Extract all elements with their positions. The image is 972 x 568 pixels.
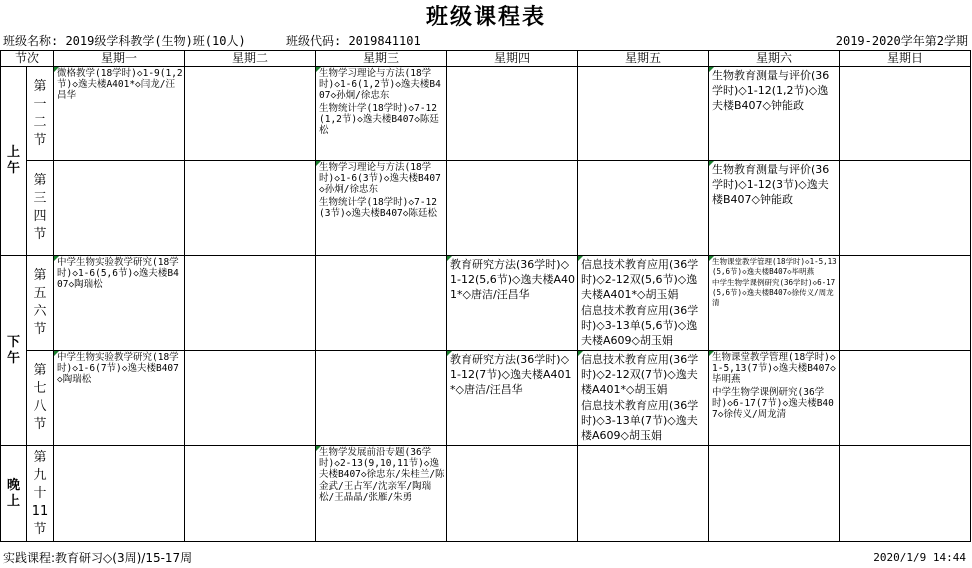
course-text: 中学生物实验教学研究(18学时)◇1-6(7节)◇逸夫楼B407◇陶瑞松	[57, 352, 179, 386]
course-text: 中学生物实验教学研究(18学时)◇1-6(5,6节)◇逸夫楼B407◇陶瑞松	[57, 257, 179, 291]
course-text: 生物课堂教学管理(18学时)◇1-5,13(7节)◇逸夫楼B407◇毕明燕	[712, 352, 836, 386]
course-marker-icon	[316, 161, 321, 166]
schedule-cell[interactable]	[316, 256, 447, 351]
period-char: 节	[33, 521, 47, 537]
course-text: 教育研究方法(36学时)◇1-12(7节)◇逸夫楼A401*◇唐洁/汪昌华	[450, 353, 572, 396]
schedule-cell[interactable]	[840, 67, 971, 161]
course-text: 生物学发展前沿专题(36学时)◇2-13(9,10,11节)◇逸夫楼B407◇徐忠东/朱桂兰/陈金武/王占军/沈亲军/陶瑞松/王晶晶/张雁/朱勇	[319, 447, 445, 503]
period-char: 八	[33, 399, 47, 414]
period-char: 节	[33, 227, 47, 242]
timetable-row	[1, 161, 971, 256]
schedule-cell[interactable]	[578, 161, 709, 256]
timetable-row	[1, 256, 971, 351]
timetable-grid	[0, 50, 971, 542]
course-marker-icon	[709, 351, 714, 356]
timetable-row	[1, 351, 971, 446]
course-text: 信息技术教育应用(36学时)◇3-13单(5,6节)◇逸夫楼A609◇胡玉娟	[581, 304, 699, 347]
course-text: 教育研究方法(36学时)◇1-12(5,6节)◇逸夫楼A401*◇唐洁/汪昌华	[450, 258, 576, 301]
course-entry	[54, 67, 184, 102]
segment-char: 下	[6, 334, 20, 350]
period-char: 11	[31, 503, 49, 519]
day-header: 星期二	[185, 51, 316, 67]
course-entry	[709, 161, 839, 207]
timetable-row	[1, 67, 971, 161]
period-char: 第	[33, 449, 47, 465]
course-marker-icon	[316, 67, 321, 72]
schedule-cell[interactable]	[709, 67, 840, 161]
schedule-cell[interactable]	[316, 67, 447, 161]
schedule-cell[interactable]	[840, 351, 971, 446]
period-char: 六	[33, 304, 47, 319]
course-text: 信息技术教育应用(36学时)◇2-12双(5,6节)◇逸夫楼A401*◇胡玉娟	[581, 258, 699, 301]
course-entry	[447, 351, 577, 397]
course-marker-icon	[54, 256, 59, 261]
schedule-cell[interactable]	[447, 256, 578, 351]
period-char: 五	[33, 286, 47, 301]
schedule-cell[interactable]	[54, 67, 185, 161]
course-text: 生物教育测量与评价(36学时)◇1-12(3节)◇逸夫楼B407◇钟能政	[712, 163, 830, 206]
period-char: 第	[33, 173, 47, 188]
period-char: 三	[33, 191, 47, 206]
course-marker-icon	[447, 256, 452, 261]
term-label: 2019-2020学年第2学期	[835, 34, 968, 48]
header-row	[1, 51, 971, 67]
course-entry	[447, 256, 577, 302]
course-text: 生物教育测量与评价(36学时)◇1-12(1,2节)◇逸夫楼B407◇钟能政	[712, 69, 830, 112]
course-marker-icon	[578, 256, 583, 261]
course-marker-icon	[316, 446, 321, 451]
segment-char: 上	[6, 145, 20, 160]
day-header: 星期一	[54, 51, 185, 67]
course-text: 信息技术教育应用(36学时)◇3-13单(7节)◇逸夫楼A609◇胡玉娟	[581, 399, 699, 442]
schedule-cell[interactable]	[447, 446, 578, 542]
period-char: 第	[33, 78, 47, 94]
day-header: 星期日	[840, 51, 971, 67]
course-entry	[316, 446, 446, 503]
schedule-cell[interactable]	[447, 161, 578, 256]
period-char: 七	[33, 381, 47, 396]
schedule-cell[interactable]	[709, 256, 840, 351]
practice-course-label: 实践课程:教育研习◇(3周)/15-17周	[3, 551, 193, 565]
course-text: 中学生物学课例研究(36学时)◇6-17(5,6节)◇逸夫楼B407◇徐传义/周龙清	[712, 278, 836, 307]
schedule-cell[interactable]	[185, 351, 316, 446]
period-char: 二	[33, 114, 47, 130]
schedule-cell[interactable]	[578, 67, 709, 161]
course-text: 生物统计学(18学时)◇7-12(3节)◇逸夫楼B407◇陈廷松	[319, 196, 437, 219]
schedule-cell[interactable]	[54, 161, 185, 256]
segment-char: 午	[6, 161, 20, 176]
day-header: 星期六	[709, 51, 840, 67]
schedule-cell[interactable]	[578, 256, 709, 351]
course-marker-icon	[447, 351, 452, 356]
period-label	[27, 446, 54, 542]
timetable-row	[1, 446, 971, 542]
schedule-cell[interactable]	[316, 351, 447, 446]
day-segment-label	[1, 256, 27, 446]
period-label	[27, 161, 54, 256]
course-text: 生物统计学(18学时)◇7-12(1,2节)◇逸夫楼B407◇陈廷松	[319, 102, 439, 137]
period-char: 节	[33, 417, 47, 432]
schedule-cell[interactable]	[447, 67, 578, 161]
day-header: 星期三	[316, 51, 447, 67]
period-char: 节	[33, 322, 47, 337]
schedule-cell[interactable]	[840, 256, 971, 351]
schedule-cell[interactable]	[840, 446, 971, 542]
course-entry	[54, 351, 184, 386]
schedule-cell[interactable]	[578, 351, 709, 446]
period-char: 第	[33, 363, 47, 378]
course-entry	[709, 256, 839, 308]
course-marker-icon	[709, 67, 714, 72]
schedule-cell[interactable]	[54, 256, 185, 351]
day-header: 星期四	[447, 51, 578, 67]
schedule-cell[interactable]	[54, 446, 185, 542]
day-segment-label	[1, 67, 27, 256]
segment-char: 上	[6, 493, 20, 509]
course-text: 生物课堂教学管理(18学时)◇1-5,13(5,6节)◇逸夫楼B407◇毕明燕	[712, 257, 837, 276]
course-entry	[316, 161, 446, 219]
course-text: 生物学习理论与方法(18学时)◇1-6(3节)◇逸夫楼B407◇孙炯/徐忠东	[319, 162, 441, 196]
period-char: 一	[33, 96, 47, 112]
schedule-cell[interactable]	[709, 351, 840, 446]
schedule-cell[interactable]	[316, 446, 447, 542]
course-entry	[316, 67, 446, 136]
day-segment-label	[1, 446, 27, 542]
schedule-cell[interactable]	[185, 446, 316, 542]
timestamp-label: 2020/1/9 14:44	[873, 551, 966, 564]
course-entry	[54, 256, 184, 291]
day-header: 星期五	[578, 51, 709, 67]
period-char: 四	[33, 209, 47, 224]
schedule-cell[interactable]	[578, 446, 709, 542]
course-text: 信息技术教育应用(36学时)◇2-12双(7节)◇逸夫楼A401*◇胡玉娟	[581, 353, 699, 396]
period-label	[27, 256, 54, 351]
class-code-label: 班级代码: 2019841101	[286, 34, 421, 48]
schedule-cell[interactable]	[447, 351, 578, 446]
course-text: 中学生物学课例研究(36学时)◇6-17(7节)◇逸夫楼B407◇徐传义/周龙清	[712, 386, 834, 421]
period-char: 第	[33, 268, 47, 283]
page-title: 班级课程表	[425, 5, 546, 30]
course-marker-icon	[54, 351, 59, 356]
schedule-cell[interactable]	[709, 161, 840, 256]
class-name-label: 班级名称: 2019级学科教学(生物)班(10人)	[3, 34, 246, 48]
period-label	[27, 67, 54, 161]
schedule-cell[interactable]	[54, 351, 185, 446]
course-marker-icon	[709, 161, 714, 166]
schedule-cell[interactable]	[840, 161, 971, 256]
segment-char: 晚	[6, 477, 20, 493]
schedule-cell[interactable]	[185, 256, 316, 351]
course-text: 微格教学(18学时)◇1-9(1,2节)◇逸夫楼A401*◇闫龙/汪昌华	[57, 68, 183, 102]
course-entry	[578, 351, 708, 443]
course-marker-icon	[578, 351, 583, 356]
course-entry	[709, 351, 839, 420]
course-text: 生物学习理论与方法(18学时)◇1-6(1,2节)◇逸夫楼B407◇孙炯/徐忠东	[319, 68, 441, 102]
schedule-cell[interactable]	[709, 446, 840, 542]
period-header: 节次	[1, 51, 54, 67]
period-char: 九	[33, 467, 47, 483]
schedule-cell[interactable]	[316, 161, 447, 256]
period-label	[27, 351, 54, 446]
course-entry	[578, 256, 708, 348]
course-marker-icon	[54, 67, 59, 72]
course-entry	[709, 67, 839, 113]
schedule-cell[interactable]	[185, 161, 316, 256]
segment-char: 午	[6, 350, 20, 366]
course-marker-icon	[709, 256, 714, 261]
period-char: 节	[33, 132, 47, 148]
period-char: 十	[33, 485, 47, 501]
schedule-cell[interactable]	[185, 67, 316, 161]
